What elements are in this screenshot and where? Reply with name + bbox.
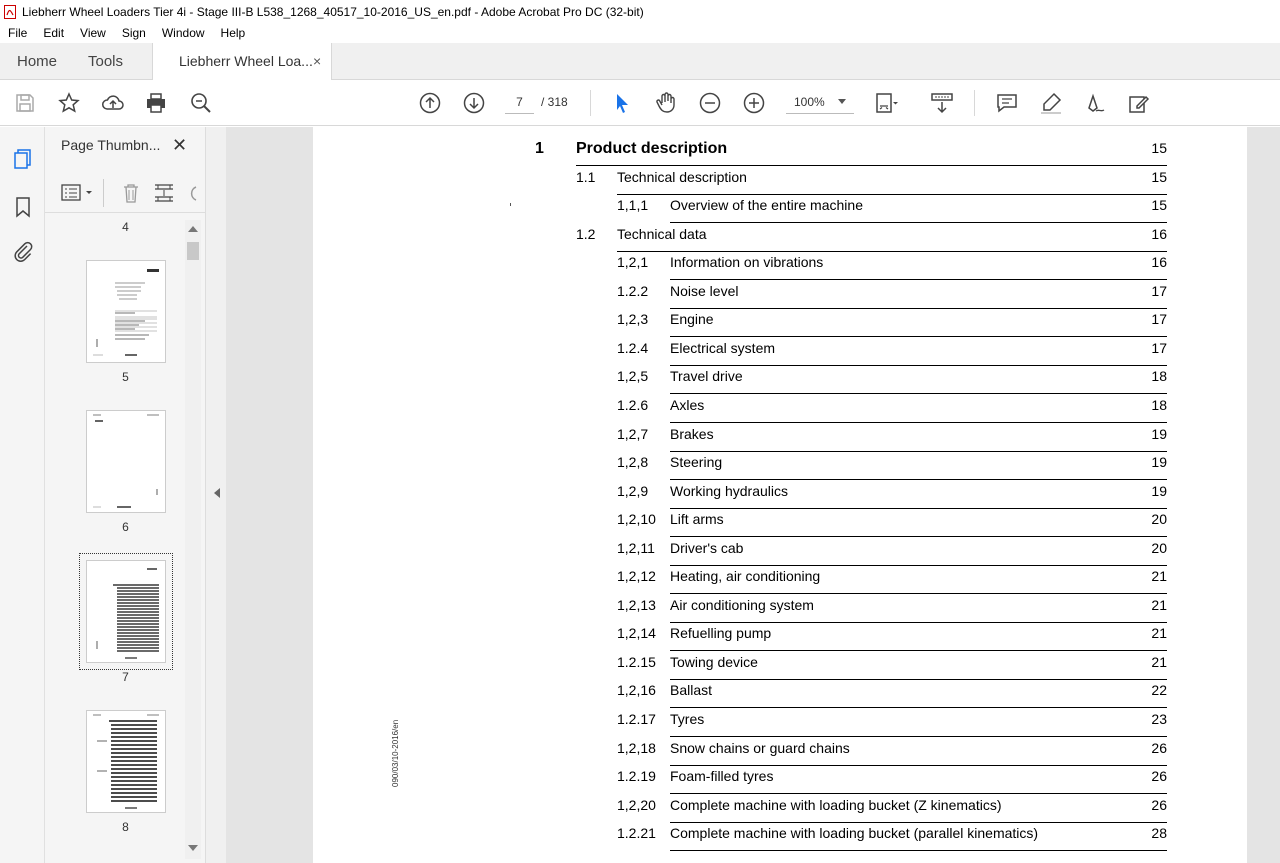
window-titlebar xyxy=(0,0,1280,23)
toolbar-divider xyxy=(590,90,591,116)
menu-view[interactable]: View xyxy=(80,26,106,40)
toc-title: Working hydraulics xyxy=(670,482,789,499)
toc-number: 1,2,18 xyxy=(617,739,656,756)
toc-page-number: 20 xyxy=(1151,539,1167,556)
toc-page-number: 26 xyxy=(1151,739,1167,756)
toc-number: 1.2.17 xyxy=(617,711,656,727)
toc-underline xyxy=(670,393,1167,394)
zoom-level-value: 100% xyxy=(794,95,825,109)
toc-number: 1,2,16 xyxy=(617,682,656,699)
thumbnail-label: 8 xyxy=(122,820,129,834)
toc-title: Driver's cab xyxy=(670,539,744,556)
toc-number: 1.2.6 xyxy=(617,396,649,413)
toc-title: Overview of the entire machine xyxy=(670,197,863,214)
toc-underline xyxy=(670,622,1167,623)
thumbnail-toolbar xyxy=(45,173,206,213)
toc-number: 1,2,3 xyxy=(617,311,649,328)
attachments-icon[interactable] xyxy=(11,240,35,264)
toc-title: Complete machine with loading bucket (parallel kinematics) xyxy=(670,825,1039,842)
toc-entry[interactable] xyxy=(617,254,1167,282)
toc-underline xyxy=(670,536,1167,537)
options-menu-icon[interactable] xyxy=(61,182,95,207)
edit-tools-icon[interactable] xyxy=(1127,91,1151,115)
toc-title: Engine xyxy=(670,311,714,328)
tab-document-label: Liebherr Wheel Loa... xyxy=(179,53,313,69)
toc-number: 1,2,12 xyxy=(617,568,656,585)
toc-entry[interactable] xyxy=(617,540,1167,568)
toc-underline xyxy=(670,279,1167,280)
delete-page-icon[interactable] xyxy=(120,182,142,207)
thumbnail-page-5[interactable] xyxy=(86,260,166,363)
toolbar-divider xyxy=(103,179,104,207)
toc-title: Steering xyxy=(670,454,723,471)
toc-number: 1,2,20 xyxy=(617,796,656,813)
toc-page-number: 28 xyxy=(1151,825,1167,842)
thumbnail-page-8[interactable] xyxy=(86,710,166,813)
toc-page-number: 18 xyxy=(1151,368,1167,385)
toc-title: Refuelling pump xyxy=(670,625,772,642)
thumbnail-label: 4 xyxy=(122,220,129,234)
tab-tools[interactable]: Tools xyxy=(88,53,124,70)
select-cursor-icon[interactable] xyxy=(610,91,634,115)
toc-entry[interactable] xyxy=(617,340,1167,368)
toc-underline xyxy=(670,736,1167,737)
toc-title: Heating, air conditioning xyxy=(670,568,821,585)
toc-page-number: 21 xyxy=(1151,568,1167,585)
thumbnail-page-6[interactable] xyxy=(86,410,166,513)
toc-underline xyxy=(670,650,1167,651)
toc-page-number: 26 xyxy=(1151,768,1167,785)
toc-number: 1,2,1 xyxy=(617,254,649,271)
toc-number: 1,2,9 xyxy=(617,482,649,499)
toc-entry[interactable] xyxy=(535,140,1167,168)
page-number-input[interactable]: 7 xyxy=(505,90,534,114)
toc-entry[interactable] xyxy=(617,568,1167,596)
document-view[interactable] xyxy=(226,127,1280,863)
toc-number: 1.2 xyxy=(576,225,596,242)
tab-document[interactable] xyxy=(152,43,332,81)
toc-page-number: 16 xyxy=(1151,254,1167,271)
toc-underline xyxy=(670,565,1167,566)
toc-entry[interactable] xyxy=(576,226,1167,254)
toc-underline xyxy=(670,479,1167,480)
main-toolbar xyxy=(0,80,1280,126)
menu-help[interactable]: Help xyxy=(220,26,246,40)
acrobat-pdf-icon xyxy=(4,5,16,19)
toc-title: Ballast xyxy=(670,682,713,699)
scroll-mode-icon[interactable] xyxy=(930,91,954,115)
toc-entry[interactable] xyxy=(617,454,1167,482)
toc-entry[interactable] xyxy=(617,426,1167,454)
toc-title: Technical data xyxy=(617,225,707,242)
toc-underline xyxy=(670,336,1167,337)
toc-page-number: 17 xyxy=(1151,339,1167,356)
toc-title: Tyres xyxy=(670,711,705,727)
toc-title: Travel drive xyxy=(670,368,743,385)
toc-number: 1,2,7 xyxy=(617,425,649,442)
zoom-in-icon[interactable] xyxy=(742,91,766,115)
toc-title: Complete machine with loading bucket (Z kinematics) xyxy=(670,796,1002,813)
panel-close-button[interactable]: ✕ xyxy=(172,135,188,155)
toc-page-number: 19 xyxy=(1151,425,1167,442)
print-icon[interactable] xyxy=(144,91,168,115)
toc-number: 1,2,13 xyxy=(617,596,656,613)
toc-entry[interactable] xyxy=(617,740,1167,768)
toc-title: Lift arms xyxy=(670,511,724,528)
toc-title: Towing device xyxy=(670,653,758,670)
pdf-page xyxy=(313,127,1247,863)
toc-underline xyxy=(670,451,1167,452)
toc-page-number: 19 xyxy=(1151,454,1167,471)
toc-number: 1.2.4 xyxy=(617,339,649,356)
tab-close-button[interactable]: × xyxy=(313,53,322,69)
menu-edit[interactable]: Edit xyxy=(43,26,65,40)
chevron-down-icon xyxy=(838,99,846,104)
bookmark-star-icon[interactable] xyxy=(57,91,81,115)
panel-title: Page Thumbn... xyxy=(61,137,161,153)
toc-entry[interactable] xyxy=(617,682,1167,710)
menu-window[interactable]: Window xyxy=(161,26,205,40)
toc-entry[interactable] xyxy=(617,283,1167,311)
bookmarks-icon[interactable] xyxy=(11,195,35,219)
toc-page-number: 16 xyxy=(1151,225,1167,242)
toc-entry[interactable] xyxy=(617,654,1167,682)
toc-page-number: 21 xyxy=(1151,596,1167,613)
cloud-upload-icon[interactable] xyxy=(101,91,125,115)
toc-title: Air conditioning system xyxy=(670,596,814,613)
toc-title: Noise level xyxy=(670,282,739,299)
highlight-pen-icon[interactable] xyxy=(1039,91,1063,115)
thumbnails-scrollbar[interactable] xyxy=(185,220,201,859)
toc-underline xyxy=(670,593,1167,594)
collapse-left-arrow-icon[interactable] xyxy=(214,488,220,498)
scroll-up-arrow-icon[interactable] xyxy=(188,226,198,232)
toc-page-number: 15 xyxy=(1151,168,1167,185)
zoom-out-icon[interactable] xyxy=(698,91,722,115)
thumbnail-label: 7 xyxy=(122,670,129,684)
toc-page-number: 21 xyxy=(1151,653,1167,670)
toc-page-number: 23 xyxy=(1151,711,1167,727)
zoom-search-icon[interactable] xyxy=(189,91,213,115)
window-title: Liebherr Wheel Loaders Tier 4i - Stage III-B L538_1268_40517_10-2016_US_en.pdf - Adobe Acrobat Pro DC (32-bit) xyxy=(22,4,644,19)
toc-page-number: 17 xyxy=(1151,311,1167,328)
toc-number: 1,2,10 xyxy=(617,511,656,528)
toc-underline xyxy=(576,165,1167,166)
toc-entry[interactable] xyxy=(617,797,1167,825)
toolbar-divider xyxy=(974,90,975,116)
scrollbar-thumb[interactable] xyxy=(187,242,199,260)
toc-number: 1.2.15 xyxy=(617,653,656,670)
toc-entry[interactable] xyxy=(617,711,1167,739)
toc-number: 1.2.21 xyxy=(617,825,656,842)
page-mark xyxy=(510,203,511,206)
toc-number: 1.1 xyxy=(576,168,596,185)
toc-title: Technical description xyxy=(617,168,747,185)
menu-sign[interactable]: Sign xyxy=(121,26,146,40)
toc-underline xyxy=(670,422,1167,423)
toc-title: Product description xyxy=(576,140,728,157)
toc-underline xyxy=(670,679,1167,680)
toc-entry[interactable] xyxy=(617,597,1167,625)
toc-title: Axles xyxy=(670,396,705,413)
next-page-icon[interactable] xyxy=(462,91,486,115)
toc-number: 1.2.2 xyxy=(617,282,649,299)
toc-title: Brakes xyxy=(670,425,714,442)
toc-entry[interactable] xyxy=(617,825,1167,853)
page-side-reference: 090/03/10-2016/en xyxy=(391,719,400,787)
page-total-label: / 318 xyxy=(541,95,568,109)
toc-underline xyxy=(670,707,1167,708)
toc-entry[interactable] xyxy=(617,768,1167,796)
toc-page-number: 15 xyxy=(1151,140,1167,156)
toc-underline xyxy=(670,793,1167,794)
toc-page-number: 20 xyxy=(1151,511,1167,528)
toc-underline xyxy=(670,850,1167,851)
toc-title: Foam-filled tyres xyxy=(670,768,774,785)
draw-sign-icon[interactable] xyxy=(1083,91,1107,115)
save-icon[interactable] xyxy=(13,91,37,115)
toc-number: 1,2,11 xyxy=(617,539,655,556)
toc-underline xyxy=(670,308,1167,309)
page-thumbnails-panel xyxy=(45,127,206,863)
page-fit-icon[interactable] xyxy=(874,91,898,115)
toc-page-number: 26 xyxy=(1151,796,1167,813)
toc-entry[interactable] xyxy=(617,511,1167,539)
toc-title: Electrical system xyxy=(670,339,776,356)
tab-home[interactable]: Home xyxy=(17,53,58,70)
thumbnail-label: 6 xyxy=(122,520,129,534)
toc-page-number: 18 xyxy=(1151,396,1167,413)
toc-page-number: 19 xyxy=(1151,482,1167,499)
scroll-down-arrow-icon[interactable] xyxy=(188,845,198,851)
toc-number: 1,2,5 xyxy=(617,368,649,385)
toc-number: 1,1,1 xyxy=(617,197,649,214)
thumbnail-label: 5 xyxy=(122,370,129,384)
rotate-page-icon[interactable] xyxy=(186,182,200,207)
toc-underline xyxy=(670,365,1167,366)
left-navigation-rail xyxy=(0,127,45,863)
toc-underline xyxy=(617,194,1167,195)
previous-page-icon[interactable] xyxy=(418,91,442,115)
toc-number: 1,2,14 xyxy=(617,625,656,642)
toc-entry[interactable] xyxy=(617,311,1167,339)
toc-number: 1,2,8 xyxy=(617,454,649,471)
toc-entry[interactable] xyxy=(576,169,1167,197)
toc-entry[interactable] xyxy=(617,197,1167,225)
toc-entry[interactable] xyxy=(617,368,1167,396)
toc-page-number: 15 xyxy=(1151,197,1167,214)
toc-underline xyxy=(670,222,1167,223)
toc-number: 1 xyxy=(535,140,544,157)
tab-bar xyxy=(0,43,1280,80)
toc-page-number: 22 xyxy=(1151,682,1167,699)
page-thumbnails-icon[interactable] xyxy=(11,147,35,171)
toc-underline xyxy=(617,251,1167,252)
menu-bar xyxy=(0,23,1280,43)
extract-page-icon[interactable] xyxy=(153,182,175,207)
thumbnails-list xyxy=(45,214,183,863)
toc-title: Snow chains or guard chains xyxy=(670,739,850,756)
toc-underline xyxy=(670,765,1167,766)
toc-number: 1.2.19 xyxy=(617,768,656,785)
comment-icon[interactable] xyxy=(995,91,1019,115)
thumbnail-page-7[interactable] xyxy=(86,560,166,663)
toc-page-number: 21 xyxy=(1151,625,1167,642)
toc-title: Information on vibrations xyxy=(670,254,824,271)
toc-underline xyxy=(670,822,1167,823)
toc-entry[interactable] xyxy=(617,625,1167,653)
zoom-level-select[interactable] xyxy=(786,90,854,114)
toc-page-number: 17 xyxy=(1151,282,1167,299)
panel-collapse-strip xyxy=(206,127,226,863)
toc-underline xyxy=(670,508,1167,509)
menu-file[interactable]: File xyxy=(8,26,28,40)
toc-entry[interactable] xyxy=(617,483,1167,511)
toc-entry[interactable] xyxy=(617,397,1167,425)
hand-tool-icon[interactable] xyxy=(654,91,678,115)
